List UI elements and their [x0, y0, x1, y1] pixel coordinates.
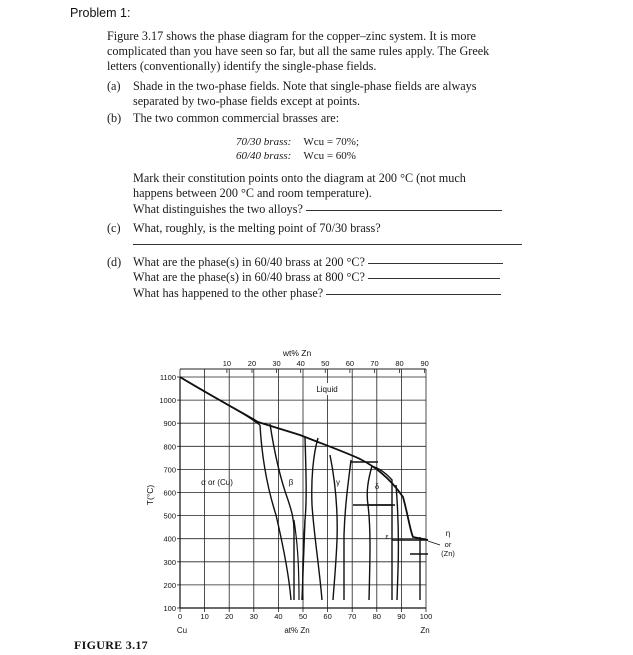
gamma-left-boundary — [312, 438, 322, 600]
y-tick-label: 900 — [163, 419, 176, 429]
part-c-label: (c) — [107, 221, 121, 235]
gamma-right-boundary-2 — [344, 460, 351, 600]
phase-label-alpha: α or (Cu) — [201, 478, 233, 487]
y-axis-label: T(°C) — [145, 484, 155, 506]
phase-boundaries — [180, 377, 428, 600]
y-tick-label: 800 — [163, 442, 176, 452]
phase-label-epsilon: ε — [385, 534, 389, 541]
part-d-line3: What has happened to the other phase? — [133, 286, 324, 300]
y-tick-label: 300 — [163, 557, 176, 567]
top-tick-label: 60 — [345, 359, 355, 368]
x-tick-label: 50 — [298, 612, 308, 621]
intro-line: Figure 3.17 shows the phase diagram for the copper–zinc system. It is more — [107, 29, 476, 43]
x-axis-label: at% Zn — [284, 626, 310, 635]
right-element-label: Zn — [420, 626, 430, 635]
problem-title: Problem 1: — [70, 6, 131, 20]
part-b-line4: What distinguishes the two alloys? — [133, 202, 303, 216]
top-axis-title: wt% Zn — [282, 348, 312, 358]
phase-label-eta-symbol: η — [445, 529, 451, 538]
part-a-line2: separated by two-phase fields except at points. — [133, 94, 361, 108]
x-tick-label: 80 — [372, 612, 381, 621]
part-d-line2: What are the phase(s) in 60/40 brass at 800 °C? — [133, 270, 365, 284]
alpha-solidus — [180, 377, 260, 425]
top-tick-label: 20 — [247, 359, 257, 368]
part-c-line1: What, roughly, is the melting point of 70/30 brass? — [133, 221, 381, 235]
top-tick-label: 70 — [370, 359, 379, 368]
y-tick-label: 100 — [163, 604, 176, 613]
top-tick-label: 80 — [395, 359, 404, 368]
y-tick-label: 500 — [163, 511, 176, 521]
part-b-line3: happens between 200 °C and room temperature). — [133, 186, 372, 200]
brass1-comp: Wcu = 70%; — [303, 136, 359, 148]
figure-label: FIGURE 3.17 — [74, 638, 148, 652]
phase-label-gamma: γ — [336, 478, 340, 487]
top-tick-label: 30 — [272, 359, 281, 368]
phase-label-beta: β — [288, 478, 294, 487]
x-tick-label: 10 — [200, 612, 209, 621]
left-element-label: Cu — [176, 626, 188, 635]
intro-line: complicated than you have seen so far, but all the same rules apply. The Greek — [107, 44, 490, 58]
eta-pointer — [428, 541, 440, 545]
part-d-label: (d) — [107, 255, 122, 269]
top-tick-label: 40 — [296, 359, 305, 368]
intro-line: letters (conventionally) identify the single-phase fields. — [107, 59, 377, 73]
brass2-name: 60/40 brass: — [236, 150, 292, 162]
part-b-line1: The two common commercial brasses are: — [133, 111, 340, 125]
top-tick-label: 50 — [321, 359, 330, 368]
top-tick-label: 90 — [420, 359, 429, 368]
y-tick-label: 1100 — [159, 373, 176, 382]
phase-label-eta-or: or — [444, 540, 452, 549]
y-tick-label: 200 — [163, 580, 176, 590]
x-tick-label: 30 — [249, 612, 258, 621]
x-tick-label: 100 — [419, 612, 433, 621]
beta-left-boundary — [270, 424, 294, 600]
part-d-line1: What are the phase(s) in 60/40 brass at 200 °C? — [133, 255, 365, 269]
brass2-comp: Wcu = 60% — [303, 150, 356, 162]
top-tick-label: 10 — [222, 359, 232, 368]
phase-label-eta-zn: (Zn) — [441, 549, 455, 558]
x-tick-label: 90 — [397, 612, 406, 621]
x-tick-label: 70 — [348, 612, 357, 621]
x-tick-label: 60 — [323, 612, 332, 621]
part-b-label: (b) — [107, 111, 122, 125]
gamma-right-boundary — [330, 455, 337, 600]
y-tick-label: 600 — [163, 488, 176, 498]
phase-label-liquid: Liquid — [316, 385, 338, 394]
part-a-line1: Shade in the two-phase fields. Note that single-phase fields are always — [133, 79, 477, 93]
x-tick-label: 20 — [225, 612, 234, 621]
epsilon-left-boundary — [368, 505, 370, 600]
epsilon-right-boundary — [396, 485, 398, 600]
brass1-name: 70/30 brass: — [236, 136, 292, 148]
x-tick-label: 40 — [274, 612, 283, 621]
x-tick-label: 0 — [177, 612, 183, 621]
phase-label-delta: δ — [374, 482, 380, 491]
y-tick-label: 700 — [163, 465, 176, 475]
y-tick-label: 1000 — [159, 396, 176, 406]
y-tick-label: 400 — [163, 534, 176, 544]
part-a-label: (a) — [107, 79, 121, 93]
part-b-line2: Mark their constitution points onto the diagram at 200 °C (not much — [133, 171, 466, 185]
